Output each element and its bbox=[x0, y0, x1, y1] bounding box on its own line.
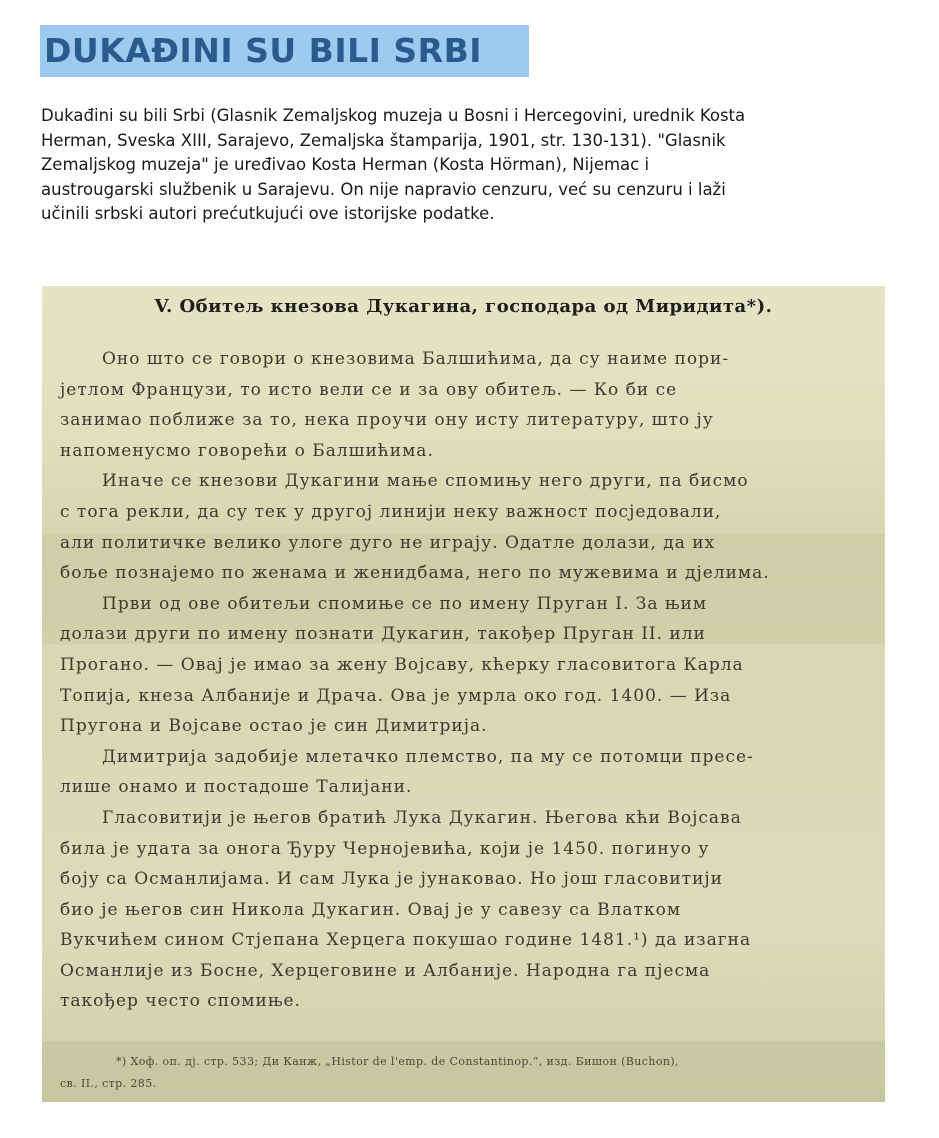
scan-text-line: Прогано. — Овај је имао за жену Војсаву, кћерку гласовитога Карла bbox=[60, 654, 744, 675]
scan-footnote bbox=[60, 1051, 873, 1095]
intro-line: Dukađini su bili Srbi (Glasnik Zemaljskog muzeja u Bosni i Hercegovini, urednik Kosta bbox=[41, 106, 746, 125]
scan-text-line: Иначе се кнезови Дукагини мање спомињу него други, па бисмо bbox=[102, 471, 749, 492]
scan-text-line: долази други по имену познати Дукагин, такођер Пруган II. или bbox=[60, 624, 706, 645]
intro-line: Herman, Sveska XIII, Sarajevo, Zemaljska štamparija, 1901, str. 130-131). "Glasnik bbox=[41, 130, 726, 150]
scanned-page-image bbox=[42, 286, 885, 1102]
scan-text-line: Вукчићем сином Стјепана Херцега покушао године 1481.¹) да изагна bbox=[60, 930, 752, 951]
scan-text-line: Топија, кнеза Албаније и Драча. Ова је умрла око год. 1400. — Иза bbox=[60, 685, 732, 706]
scan-body bbox=[60, 344, 875, 1017]
scan-heading: V. Обитељ кнезова Дукагина, господара од Миридита*). bbox=[154, 296, 773, 317]
footnote-line: св. II., стр. 285. bbox=[60, 1077, 157, 1090]
scan-text-line: Први од ове обитељи спомиње се по имену Пруган I. За њим bbox=[102, 593, 708, 614]
scan-text-line: Османлије из Босне, Херцеговине и Албаније. Народна га пјесма bbox=[60, 960, 711, 981]
intro-line: austrougarski službenik u Sarajevu. On nije napravio cenzuru, već su cenzuru i laži bbox=[41, 179, 726, 199]
scan-text-line: занимао поближе за то, нека проучи ону исту литературу, што ју bbox=[60, 410, 714, 431]
scan-text-line: напоменусмо говорећи о Балшићима. bbox=[60, 440, 434, 461]
scan-text-line: с тога рекли, да су тек у другој линији неку важност посједовали, bbox=[60, 501, 722, 522]
scan-text-line: Пругона и Војсаве остао је син Димитрија. bbox=[60, 716, 488, 737]
page-title: DUKAĐINI SU BILI SRBI bbox=[44, 31, 483, 70]
intro-line: Zemaljskog muzeja" je uređivao Kosta Herman (Kosta Hörman), Nijemac i bbox=[41, 155, 650, 174]
scan-text-line: била је удата за онога Ђуру Чернојевића, који је 1450. погинуо у bbox=[60, 838, 710, 859]
scan-text-line: боју са Османлијама. И сам Лука је јунаковао. Но још гласовитији bbox=[60, 869, 724, 890]
scan-text-line: Димитрија задобије млетачко племство, па му се потомци пресе- bbox=[102, 746, 754, 767]
scan-text-line: Гласовитији је његов братић Лука Дукагин. Његова кћи Војсава bbox=[102, 807, 742, 828]
title-highlight bbox=[40, 25, 529, 77]
scan-text-line: Оно што се говори о кнезовима Балшићима, да су наиме пори- bbox=[102, 349, 730, 369]
scan-text-line: јетлом Французи, то исто вели се и за ову обитељ. — Ко би се bbox=[60, 379, 678, 400]
scan-text-line: али политичке велико улоге дуго не играју. Одатле долази, да их bbox=[60, 532, 716, 553]
intro-paragraph bbox=[41, 104, 841, 227]
scan-text-line: такођер често спомиње. bbox=[60, 991, 301, 1012]
scan-text-line: боље познајемо по женама и женидбама, него по мужевима и дјелима. bbox=[60, 563, 770, 584]
scan-text-line: лише онамо и постадоше Талијани. bbox=[60, 777, 413, 798]
scan-text-line: био је његов син Никола Дукагин. Овај је у савезу са Влатком bbox=[60, 899, 682, 920]
footnote-line: *) Хоф. оп. дј. стр. 533; Ди Канж, „Histor de l'emp. de Constantinop.“, изд. Бишон (Buchon), bbox=[116, 1055, 679, 1068]
intro-line: učinili srbski autori prećutkujući ove istorijske podatke. bbox=[41, 204, 495, 223]
